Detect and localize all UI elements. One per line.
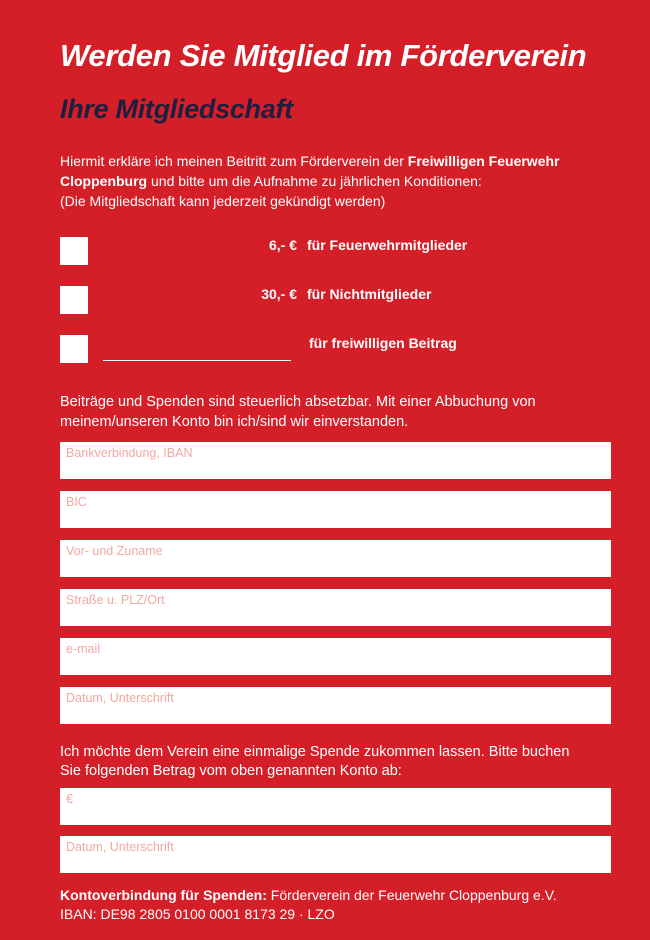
name-field[interactable]: Vor- und Zuname xyxy=(60,540,611,577)
donation-date-signature-field[interactable]: Datum, Unterschrift xyxy=(60,836,611,873)
label-firefighter-members: für Feuerwehrmitglieder xyxy=(307,237,468,253)
address-field[interactable]: Straße u. PLZ/Ort xyxy=(60,589,611,626)
donation-line1: Ich möchte dem Verein eine einmalige Spende zukommen lassen. Bitte buchen xyxy=(60,744,570,760)
footer-account-holder: Förderverein der Feuerwehr Cloppenburg e.V. xyxy=(266,887,557,903)
tax-notice-line1: Beiträge und Spenden sind steuerlich absetzbar. Mit einer Abbuchung von xyxy=(60,394,536,410)
date-signature-field[interactable]: Datum, Unterschrift xyxy=(60,687,611,724)
checkbox-voluntary-contribution[interactable] xyxy=(60,335,88,363)
donation-line2: Sie folgenden Betrag vom oben genannten Konto ab: xyxy=(60,763,402,779)
intro-text xyxy=(60,151,630,211)
page-title: Werden Sie Mitglied im Förderverein xyxy=(60,38,587,73)
donation-amount-field[interactable]: € xyxy=(60,788,611,825)
intro-line1-text: Hiermit erkläre ich meinen Beitritt zum Förderverein der xyxy=(60,153,408,169)
footer-iban: IBAN: DE98 2805 0100 0001 8173 29 · LZO xyxy=(60,906,335,922)
donation-text xyxy=(60,743,620,781)
tax-notice-line2: meinem/unseren Konto bin ich/sind wir einverstanden. xyxy=(60,414,409,430)
label-non-members: für Nichtmitglieder xyxy=(307,286,432,302)
footer-bank-details xyxy=(60,886,640,924)
intro-line1-bold: Freiwilligen Feuerwehr xyxy=(407,153,560,169)
intro-line2-bold: Cloppenburg xyxy=(60,173,148,189)
voluntary-amount-line[interactable] xyxy=(103,360,291,361)
amount-firefighter-members: 6,- € xyxy=(268,237,297,253)
intro-line2-text: und bitte um die Aufnahme zu jährlichen Konditionen: xyxy=(147,173,482,189)
section-subtitle: Ihre Mitgliedschaft xyxy=(60,94,293,124)
intro-line3: (Die Mitgliedschaft kann jederzeit gekündigt werden) xyxy=(60,193,386,209)
tax-notice xyxy=(60,392,620,432)
label-voluntary-contribution: für freiwilligen Beitrag xyxy=(309,335,457,351)
amount-non-members: 30,- € xyxy=(261,286,297,302)
email-field[interactable]: e-mail xyxy=(60,638,611,675)
bic-field[interactable]: BIC xyxy=(60,491,611,528)
footer-label: Kontoverbindung für Spenden: xyxy=(60,887,267,903)
iban-field[interactable]: Bankverbindung, IBAN xyxy=(60,442,611,479)
